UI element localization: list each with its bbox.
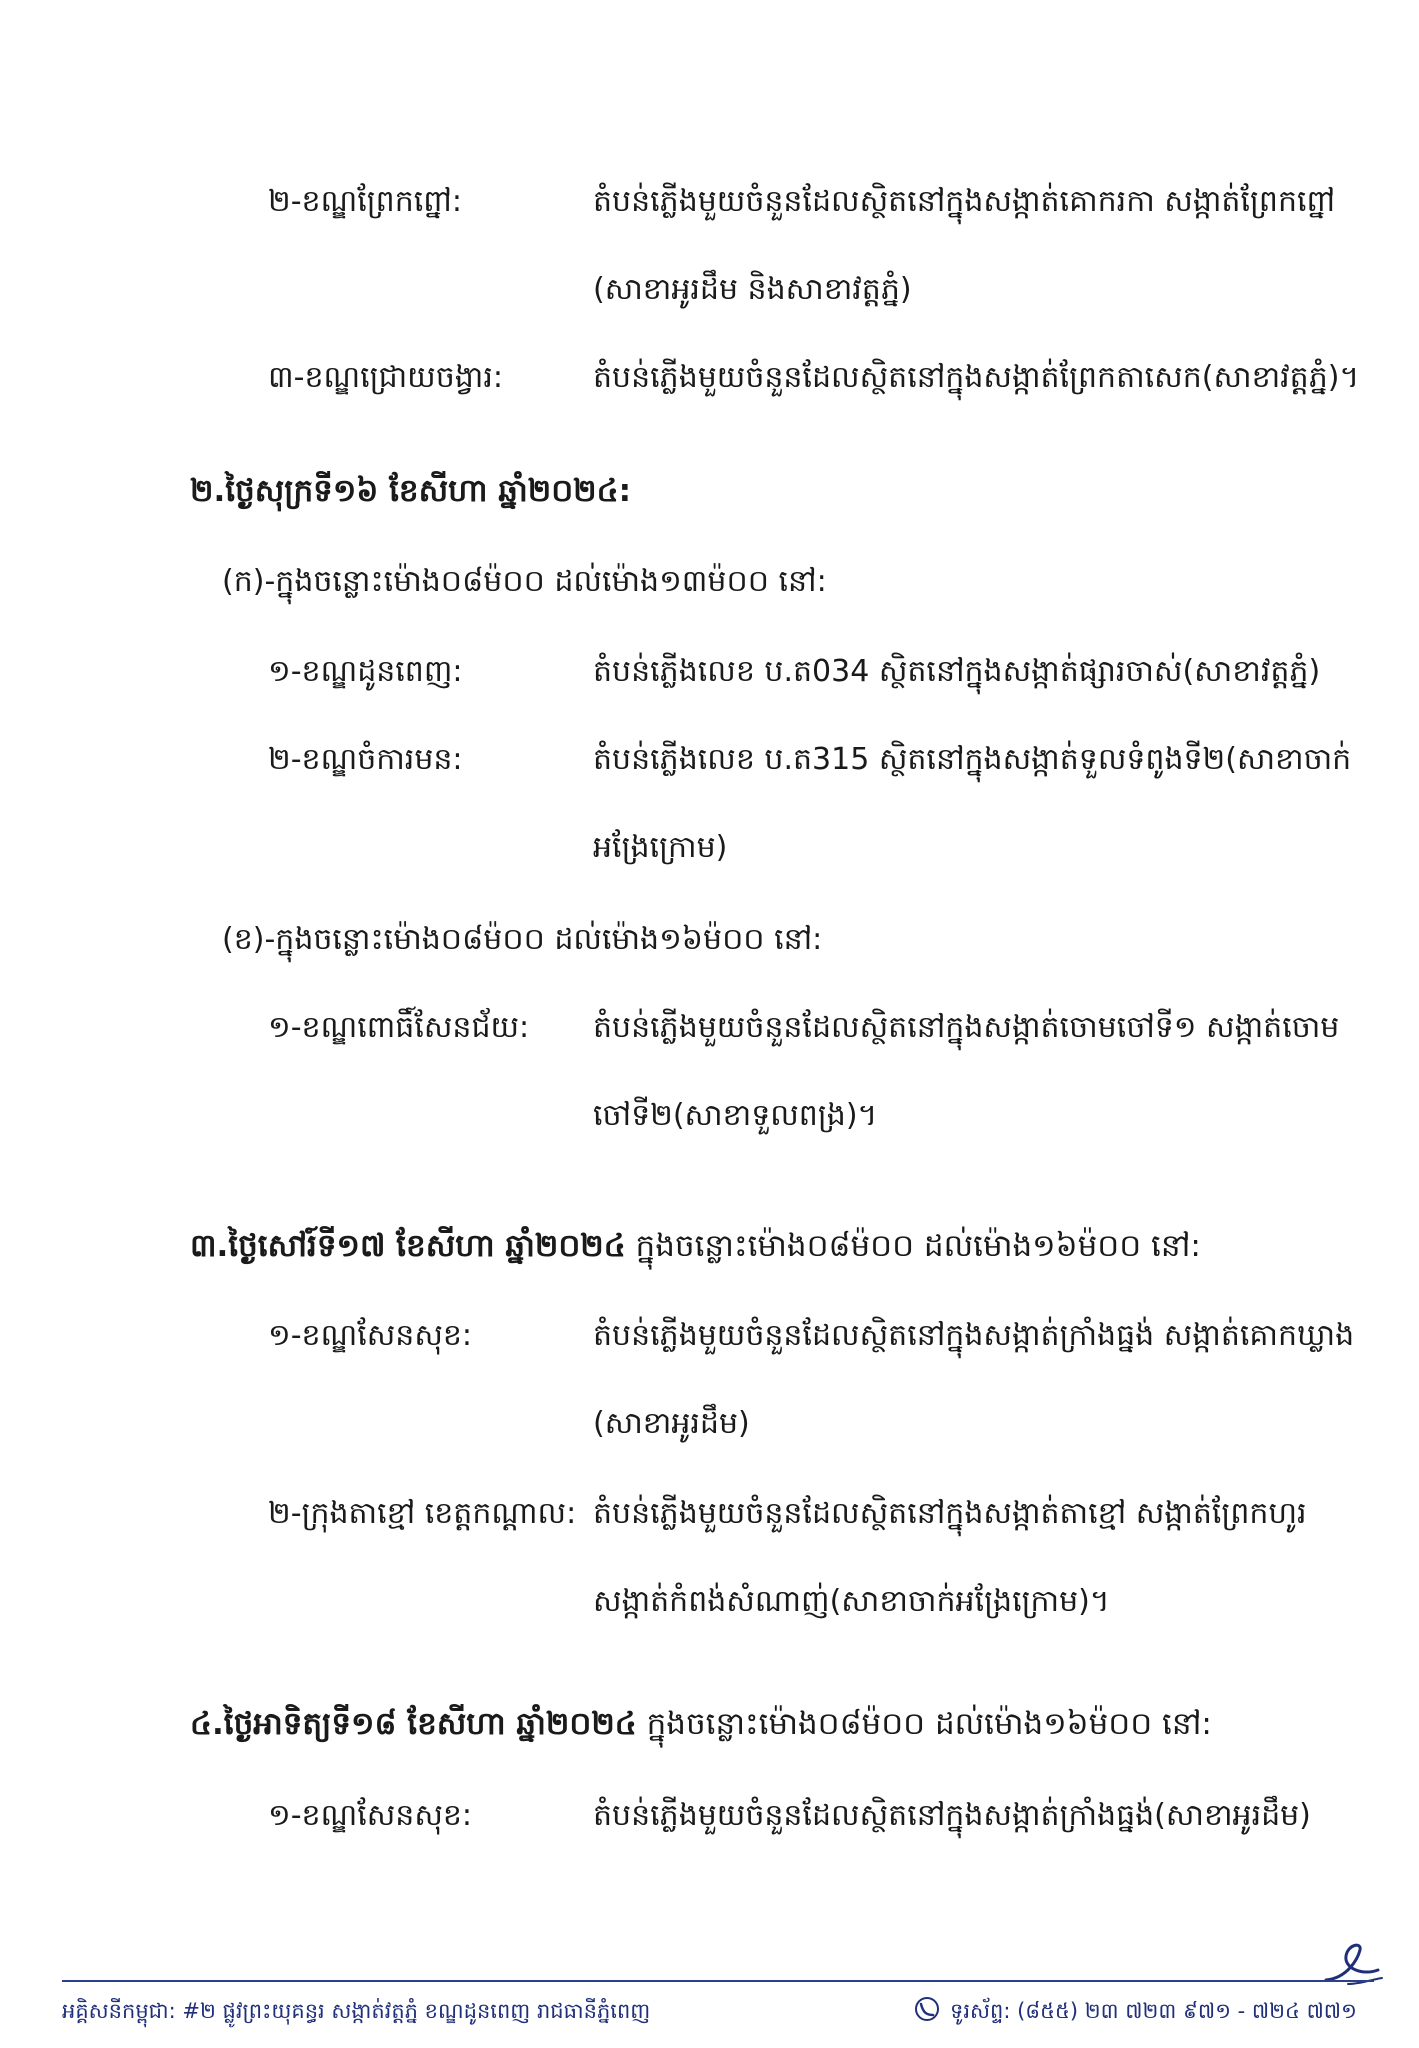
section-heading <box>190 469 631 513</box>
item-description: តំបន់ភ្លើងលេខ ប.ត034 ស្ថិតនៅក្នុងសង្កាត់ផ្សារចាស់(សាខាវត្តភ្នំ) <box>593 654 1321 689</box>
item-label: ២-ក្រុងតាខ្មៅ ខេត្តកណ្ដាល: <box>268 1496 577 1531</box>
item-description: តំបន់ភ្លើងមួយចំនួនដែលស្ថិតនៅក្នុងសង្កាត់គោករកា សង្កាត់ព្រែកព្នៅ <box>593 184 1336 219</box>
item-description: តំបន់ភ្លើងមួយចំនួនដែលស្ថិតនៅក្នុងសង្កាត់ក្រាំងធ្នង់(សាខាអូរដឹម) <box>593 1798 1311 1833</box>
subsection-heading: (ខ)-ក្នុងចន្លោះម៉ោង០៨ម៉០០ ដល់ម៉ោង១៦ម៉០០ នៅ: <box>222 922 823 957</box>
item-label: ១-ខណ្ឌពោធិ៍សែនជ័យ: <box>268 1010 530 1045</box>
item-label: ៣-ខណ្ឌជ្រោយចង្វារ: <box>268 360 503 395</box>
item-description: តំបន់ភ្លើងមួយចំនួនដែលស្ថិតនៅក្នុងសង្កាត់ព្រែកតាសេក(សាខាវត្តភ្នំ)។ <box>593 360 1360 395</box>
item-label: ១-ខណ្ឌសែនសុខ: <box>268 1318 473 1353</box>
item-description: តំបន់ភ្លើងលេខ ប.ត315 ស្ថិតនៅក្នុងសង្កាត់ទួលទំពូងទី២(សាខាចាក់ <box>593 742 1352 777</box>
heading-date: ៤.ថ្ងៃអាទិត្យទី១៨ ខែសីហា ឆ្នាំ២០២៤ <box>190 1706 637 1742</box>
item-description: តំបន់ភ្លើងមួយចំនួនដែលស្ថិតនៅក្នុងសង្កាត់ចោមចៅទី១ សង្កាត់ចោម <box>593 1010 1340 1045</box>
section-heading <box>190 1224 1201 1268</box>
item-description-cont: សង្កាត់កំពង់សំណាញ់(សាខាចាក់អង្រែក្រោម)។ <box>593 1584 1110 1619</box>
signature-mark <box>1318 1940 1388 1990</box>
item-description: តំបន់ភ្លើងមួយចំនួនដែលស្ថិតនៅក្នុងសង្កាត់ក្រាំងធ្នង់ សង្កាត់គោកឃ្លាង <box>593 1318 1355 1353</box>
item-label: ១-ខណ្ឌសែនសុខ: <box>268 1798 473 1833</box>
section-heading <box>190 1702 1212 1746</box>
subsection-heading: (ក)-ក្នុងចន្លោះម៉ោង០៨ម៉០០ ដល់ម៉ោង១៣ម៉០០ នៅ: <box>222 564 827 599</box>
item-description: តំបន់ភ្លើងមួយចំនួនដែលស្ថិតនៅក្នុងសង្កាត់តាខ្មៅ សង្កាត់ព្រែកហូរ <box>593 1496 1307 1531</box>
footer-divider <box>62 1980 1374 1982</box>
footer-address: អគ្គិសនីកម្ពុជា: #២ ផ្លូវព្រះយុគន្ធរ សង្កាត់វត្តភ្នំ ខណ្ឌដូនពេញ រាជធានីភ្នំពេញ <box>62 1999 651 2023</box>
heading-time: ក្នុងចន្លោះម៉ោង០៨ម៉០០ ដល់ម៉ោង១៦ម៉០០ នៅ: <box>636 1706 1212 1742</box>
item-label: ១-ខណ្ឌដូនពេញ: <box>268 654 463 689</box>
heading-date: ៣.ថ្ងៃសៅរ៍ទី១៧ ខែសីហា ឆ្នាំ២០២៤ <box>190 1228 626 1264</box>
item-label: ២-ខណ្ឌព្រែកព្នៅ: <box>268 184 462 219</box>
item-description-cont: (សាខាអូរដឹម និងសាខាវត្តភ្នំ) <box>593 272 912 307</box>
item-label: ២-ខណ្ឌចំការមន: <box>268 742 463 777</box>
phone-icon <box>912 1994 942 2024</box>
item-description-cont: អង្រែក្រោម) <box>593 830 728 865</box>
item-description-cont: ចៅទី២(សាខាទួលពង្រ)។ <box>593 1098 878 1133</box>
heading-time: ក្នុងចន្លោះម៉ោង០៨ម៉០០ ដល់ម៉ោង១៦ម៉០០ នៅ: <box>625 1228 1201 1264</box>
heading-date: ២.ថ្ងៃសុក្រទី១៦ ខែសីហា ឆ្នាំ២០២៤: <box>190 473 631 509</box>
item-description-cont: (សាខាអូរដឹម) <box>593 1406 750 1441</box>
footer-phone: ទូរស័ព្ទ: (៨៥៥) ២៣ ៧២៣ ៩៧១ - ៧២៤ ៧៧១ <box>950 1999 1357 2023</box>
